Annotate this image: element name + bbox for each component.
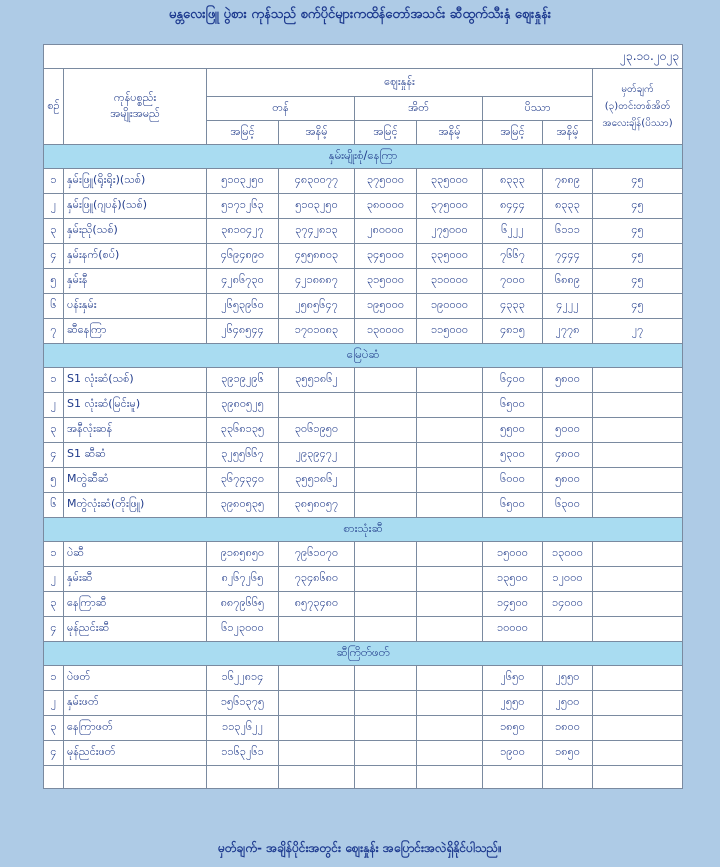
item-name: မုန်ညင်းဖတ် xyxy=(64,741,207,766)
remark: ၄၅ xyxy=(593,269,683,294)
header-item: ကုန်ပစ္စည်း အမျိုးအမည် xyxy=(64,69,207,145)
section-header xyxy=(44,145,683,169)
tin-low xyxy=(417,542,483,567)
tin-high: ၃၁၅၀၀၀ xyxy=(355,269,417,294)
item-name: နေကြာဖတ် xyxy=(64,716,207,741)
ton-low: ၄၅၅၈၈၀၃ xyxy=(279,244,355,269)
item-name: နှမ်းဖတ် xyxy=(64,691,207,716)
table-row xyxy=(44,393,683,418)
tin-high: ၂၈၀၀၀၀ xyxy=(355,219,417,244)
remark xyxy=(593,468,683,493)
viss-low: ၁၈၅၀ xyxy=(543,741,593,766)
blank-cell xyxy=(44,766,64,789)
ton-low: ၃၈၅၈၀၅၇ xyxy=(279,493,355,518)
tin-low xyxy=(417,741,483,766)
ton-low: ၄၂၁၈၈၈၇ xyxy=(279,269,355,294)
blank-cell xyxy=(417,766,483,789)
viss-high: ၈၄၄၄ xyxy=(483,194,543,219)
ton-high: ၃၂၅၅၆၆၇ xyxy=(207,443,279,468)
tin-low xyxy=(417,666,483,691)
ton-high: ၁၁၆၃၂၆၁ xyxy=(207,741,279,766)
row-number: ၄ xyxy=(44,617,64,642)
tin-low: ၃၃၅၀၀၀ xyxy=(417,169,483,194)
section-title: မြေပဲဆံ xyxy=(44,344,683,368)
tin-high xyxy=(355,393,417,418)
ton-low: ၅၁၀၃၂၅၀ xyxy=(279,194,355,219)
viss-low: ၁၂၀၀၀ xyxy=(543,567,593,592)
viss-high: ၁၈၅၀ xyxy=(483,716,543,741)
table-row xyxy=(44,194,683,219)
row-number: ၁ xyxy=(44,666,64,691)
remark xyxy=(593,666,683,691)
header-viss-high: အမြင့် xyxy=(483,121,543,145)
viss-high: ၁၄၅၀၀ xyxy=(483,592,543,617)
viss-high: ၁၀၀၀၀ xyxy=(483,617,543,642)
tin-low xyxy=(417,617,483,642)
item-name: အနီလုံးဆန် xyxy=(64,418,207,443)
tin-high xyxy=(355,567,417,592)
viss-high: ၆၂၂၂ xyxy=(483,219,543,244)
table-row xyxy=(44,666,683,691)
tin-low: ၂၇၅၀၀၀ xyxy=(417,219,483,244)
viss-high: ၆၅၀၀ xyxy=(483,393,543,418)
ton-low xyxy=(279,393,355,418)
row-number: ၅ xyxy=(44,468,64,493)
header-ton: တန် xyxy=(207,97,355,121)
tin-high xyxy=(355,542,417,567)
viss-high: ၇၆၆၇ xyxy=(483,244,543,269)
tin-high xyxy=(355,493,417,518)
tin-high: ၁၉၅၀၀၀ xyxy=(355,294,417,319)
blank-cell xyxy=(355,766,417,789)
table-row xyxy=(44,542,683,567)
viss-low: ၆၃၀၀ xyxy=(543,493,593,518)
item-name: ဆီနေကြာ xyxy=(64,319,207,344)
ton-low: ၂၅၈၅၆၄၇ xyxy=(279,294,355,319)
table-row xyxy=(44,368,683,393)
tin-low xyxy=(417,493,483,518)
footer-note: မှတ်ချက်- အချိန်ပိုင်းအတွင်း ဈေးနှုန်း အပြောင်းအလဲရှိနိုင်ပါသည်။ xyxy=(218,841,502,855)
tin-low xyxy=(417,691,483,716)
tin-low xyxy=(417,418,483,443)
remark xyxy=(593,691,683,716)
row-number: ၂ xyxy=(44,393,64,418)
remark xyxy=(593,617,683,642)
table-row xyxy=(44,169,683,194)
viss-high: ၈၃၃၃ xyxy=(483,169,543,194)
viss-low: ၂၅၀၀ xyxy=(543,691,593,716)
ton-high: ၃၃၆၈၁၃၅ xyxy=(207,418,279,443)
ton-high: ၁၁၃၂၆၂၂ xyxy=(207,716,279,741)
remark xyxy=(593,592,683,617)
row-number: ၄ xyxy=(44,741,64,766)
tin-high xyxy=(355,443,417,468)
viss-low: ၇၈၈၉ xyxy=(543,169,593,194)
ton-low xyxy=(279,617,355,642)
tin-low: ၃၇၅၀၀၀ xyxy=(417,194,483,219)
viss-low: ၁၄၀၀၀ xyxy=(543,592,593,617)
row-number: ၃ xyxy=(44,716,64,741)
viss-high: ၄၃၃၃ xyxy=(483,294,543,319)
viss-low: ၄၂၂၂ xyxy=(543,294,593,319)
viss-high: ၅၅၀၀ xyxy=(483,418,543,443)
ton-high: ၃၉၈၀၅၃၅ xyxy=(207,493,279,518)
ton-low xyxy=(279,666,355,691)
viss-low: ၁၈၀၀ xyxy=(543,716,593,741)
viss-high: ၁၅၀၀၀ xyxy=(483,542,543,567)
ton-high: ၅၁၇၁၂၆၃ xyxy=(207,194,279,219)
viss-high: ၆၄၀၀ xyxy=(483,368,543,393)
remark xyxy=(593,493,683,518)
remark: ၄၅ xyxy=(593,294,683,319)
row-number: ၆ xyxy=(44,294,64,319)
viss-low: ၅၈၀၀ xyxy=(543,468,593,493)
header-remark: မှတ်ချက် (၃)တင်းတစ်အိတ် အလေးချိန်(ပိဿာ) xyxy=(593,69,683,145)
row-number: ၃ xyxy=(44,418,64,443)
table-row xyxy=(44,443,683,468)
ton-high: ၉၁၈၅၈၅၀ xyxy=(207,542,279,567)
viss-low xyxy=(543,617,593,642)
viss-low xyxy=(543,393,593,418)
tin-high xyxy=(355,716,417,741)
item-name: Mတွဲလုံးဆံ(တိုးဖြူ) xyxy=(64,493,207,518)
item-name: ပဲဖတ် xyxy=(64,666,207,691)
header-ton-high: အမြင့် xyxy=(207,121,279,145)
header-price: ဈေးနှုန်း xyxy=(207,69,593,97)
ton-low xyxy=(279,741,355,766)
table-row xyxy=(44,691,683,716)
viss-high: ၄၈၁၅ xyxy=(483,319,543,344)
item-name: နှမ်းဖြူ(ရိုးရိုး)(သစ်) xyxy=(64,169,207,194)
viss-low: ၄၈၀၀ xyxy=(543,443,593,468)
tin-low: ၃၁၀၀၀၀ xyxy=(417,269,483,294)
table-row xyxy=(44,567,683,592)
item-name: နှမ်းဖြူ(ဂျပန်)(သစ်) xyxy=(64,194,207,219)
ton-low: ၃၇၄၂၈၁၃ xyxy=(279,219,355,244)
viss-low: ၁၃၀၀၀ xyxy=(543,542,593,567)
table-row xyxy=(44,592,683,617)
table-row xyxy=(44,294,683,319)
ton-low: ၂၉၃၉၄၇၂ xyxy=(279,443,355,468)
item-name: မုန်ညင်းဆီ xyxy=(64,617,207,642)
table-row xyxy=(44,716,683,741)
tin-low xyxy=(417,716,483,741)
price-table xyxy=(43,44,683,789)
remark xyxy=(593,542,683,567)
tin-low: ၃၃၅၀၀၀ xyxy=(417,244,483,269)
tin-high: ၃၄၅၀၀၀ xyxy=(355,244,417,269)
tin-high xyxy=(355,592,417,617)
header-ton-low: အနိမ့် xyxy=(279,121,355,145)
tin-low xyxy=(417,393,483,418)
table-row xyxy=(44,468,683,493)
row-number: ၇ xyxy=(44,319,64,344)
viss-low: ၆၈၈၉ xyxy=(543,269,593,294)
ton-high: ၂၆၄၈၅၄၄ xyxy=(207,319,279,344)
viss-low: ၅၈၀၀ xyxy=(543,368,593,393)
remark xyxy=(593,567,683,592)
row-number: ၄ xyxy=(44,244,64,269)
viss-high: ၁၃၅၀၀ xyxy=(483,567,543,592)
header-viss-low: အနိမ့် xyxy=(543,121,593,145)
ton-high: ၄၂၈၆၇၃၀ xyxy=(207,269,279,294)
remark xyxy=(593,741,683,766)
remark: ၂၇ xyxy=(593,319,683,344)
ton-high: ၃၉၈၀၅၂၅ xyxy=(207,393,279,418)
row-number: ၄ xyxy=(44,443,64,468)
remark xyxy=(593,443,683,468)
blank-cell xyxy=(543,766,593,789)
row-number: ၁ xyxy=(44,542,64,567)
table-row xyxy=(44,269,683,294)
viss-high: ၂၅၅၀ xyxy=(483,691,543,716)
blank-cell xyxy=(483,766,543,789)
section-header xyxy=(44,518,683,542)
ton-high: ၃၉၁၉၂၉၆ xyxy=(207,368,279,393)
row-number: ၁ xyxy=(44,368,64,393)
ton-high: ၃၆၇၄၃၄၀ xyxy=(207,468,279,493)
viss-high: ၂၆၅၀ xyxy=(483,666,543,691)
row-number: ၃ xyxy=(44,219,64,244)
header-row-1 xyxy=(44,69,683,97)
viss-high: ၁၉၀၀ xyxy=(483,741,543,766)
item-name: Mတွဲဆီဆံ xyxy=(64,468,207,493)
row-number: ၂ xyxy=(44,194,64,219)
table-row xyxy=(44,244,683,269)
tin-high xyxy=(355,741,417,766)
viss-low: ၇၄၄၄ xyxy=(543,244,593,269)
viss-low: ၂၇၇၈ xyxy=(543,319,593,344)
tin-high xyxy=(355,418,417,443)
table-row xyxy=(44,493,683,518)
viss-low: ၈၃၃၃ xyxy=(543,194,593,219)
section-header xyxy=(44,642,683,666)
table-row xyxy=(44,418,683,443)
ton-low: ၃၅၅၁၈၆၂ xyxy=(279,468,355,493)
tin-high: ၃၇၅၀၀၀ xyxy=(355,169,417,194)
tin-high xyxy=(355,666,417,691)
section-title: နှမ်းမျိုးစုံ/နေကြာ xyxy=(44,145,683,169)
item-name: S1 ဆီဆံ xyxy=(64,443,207,468)
header-tin: အိတ် xyxy=(355,97,483,121)
remark: ၄၅ xyxy=(593,244,683,269)
item-name: နှမ်းနီ xyxy=(64,269,207,294)
tin-low xyxy=(417,468,483,493)
item-name: S1 လုံးဆံ(မြင်းမူ) xyxy=(64,393,207,418)
ton-low: ၃၅၅၁၈၆၂ xyxy=(279,368,355,393)
tin-low xyxy=(417,368,483,393)
row-number: ၅ xyxy=(44,269,64,294)
report-date: ၂၃.၁၀.၂၀၂၃ xyxy=(44,45,683,69)
date-row xyxy=(44,45,683,69)
row-number: ၂ xyxy=(44,567,64,592)
tin-high xyxy=(355,368,417,393)
tin-low: ၁၉၀၀၀၀ xyxy=(417,294,483,319)
remark xyxy=(593,368,683,393)
viss-low: ၂၅၅၀ xyxy=(543,666,593,691)
tin-low xyxy=(417,443,483,468)
ton-low xyxy=(279,691,355,716)
row-number: ၃ xyxy=(44,592,64,617)
ton-low: ၇၃၄၈၆၈၀ xyxy=(279,567,355,592)
tin-high xyxy=(355,468,417,493)
ton-high: ၆၁၂၃၀၀၀ xyxy=(207,617,279,642)
header-serial: စဉ် xyxy=(44,69,64,145)
ton-high: ၄၆၉၄၈၉၀ xyxy=(207,244,279,269)
header-tin-high: အမြင့် xyxy=(355,121,417,145)
section-header xyxy=(44,344,683,368)
remark: ၄၅ xyxy=(593,219,683,244)
remark xyxy=(593,418,683,443)
tin-low xyxy=(417,592,483,617)
tin-low xyxy=(417,567,483,592)
viss-high: ၆၅၀၀ xyxy=(483,493,543,518)
ton-low: ၃၀၆၁၉၅၀ xyxy=(279,418,355,443)
blank-cell xyxy=(593,766,683,789)
item-name: S1 လုံးဆံ(သစ်) xyxy=(64,368,207,393)
remark: ၄၅ xyxy=(593,194,683,219)
viss-high: ၇၀၀၀ xyxy=(483,269,543,294)
ton-high: ၃၈၁၀၄၂၇ xyxy=(207,219,279,244)
page-title: မန္တလေးဖြူ ပွဲစား ကုန်သည် စက်ပိုင်များကထိန်တော်အသင်း ဆီထွက်သီးနှံ ဈေးနှုန်း xyxy=(168,7,552,22)
blank-row xyxy=(44,766,683,789)
row-number: ၁ xyxy=(44,169,64,194)
item-name: ပဲဆီ xyxy=(64,542,207,567)
ton-low: ၇၉၆၁၀၇၀ xyxy=(279,542,355,567)
ton-high: ၁၅၆၁၃၇၅ xyxy=(207,691,279,716)
tin-high: ၃၈၀၀၀၀ xyxy=(355,194,417,219)
blank-cell xyxy=(279,766,355,789)
item-name: နှမ်းဆီ xyxy=(64,567,207,592)
header-viss: ပိဿာ xyxy=(483,97,593,121)
tin-low: ၁၁၅၀၀၀ xyxy=(417,319,483,344)
ton-low: ၈၅၇၃၄၈၀ xyxy=(279,592,355,617)
table-row xyxy=(44,617,683,642)
viss-low: ၅၀၀၀ xyxy=(543,418,593,443)
table-row xyxy=(44,219,683,244)
header-tin-low: အနိမ့် xyxy=(417,121,483,145)
remark xyxy=(593,716,683,741)
tin-high: ၁၃၀၀၀၀ xyxy=(355,319,417,344)
ton-low: ၁၇၀၁၀၈၃ xyxy=(279,319,355,344)
row-number: ၂ xyxy=(44,691,64,716)
tin-high xyxy=(355,691,417,716)
ton-high: ၂၆၅၃၉၆၀ xyxy=(207,294,279,319)
item-name: နှမ်းညို(သစ်) xyxy=(64,219,207,244)
table-row xyxy=(44,319,683,344)
ton-low xyxy=(279,716,355,741)
viss-low: ၆၁၁၁ xyxy=(543,219,593,244)
table-row xyxy=(44,741,683,766)
section-title: ဆီကြိတ်ဖတ် xyxy=(44,642,683,666)
viss-high: ၅၃၀၀ xyxy=(483,443,543,468)
remark xyxy=(593,393,683,418)
ton-high: ၈၈၇၉၆၆၅ xyxy=(207,592,279,617)
section-title: စားသုံးဆီ xyxy=(44,518,683,542)
ton-low: ၄၈၃၀၀၇၇ xyxy=(279,169,355,194)
viss-high: ၆၀၀၀ xyxy=(483,468,543,493)
blank-cell xyxy=(64,766,207,789)
ton-high: ၈၂၆၇၂၆၅ xyxy=(207,567,279,592)
ton-high: ၁၆၂၂၈၁၄ xyxy=(207,666,279,691)
item-name: နေကြာဆီ xyxy=(64,592,207,617)
remark: ၄၅ xyxy=(593,169,683,194)
ton-high: ၅၁၀၃၂၅၀ xyxy=(207,169,279,194)
item-name: ပန်းနှမ်း xyxy=(64,294,207,319)
item-name: နှမ်းနက်(စပ်) xyxy=(64,244,207,269)
blank-cell xyxy=(207,766,279,789)
tin-high xyxy=(355,617,417,642)
row-number: ၆ xyxy=(44,493,64,518)
